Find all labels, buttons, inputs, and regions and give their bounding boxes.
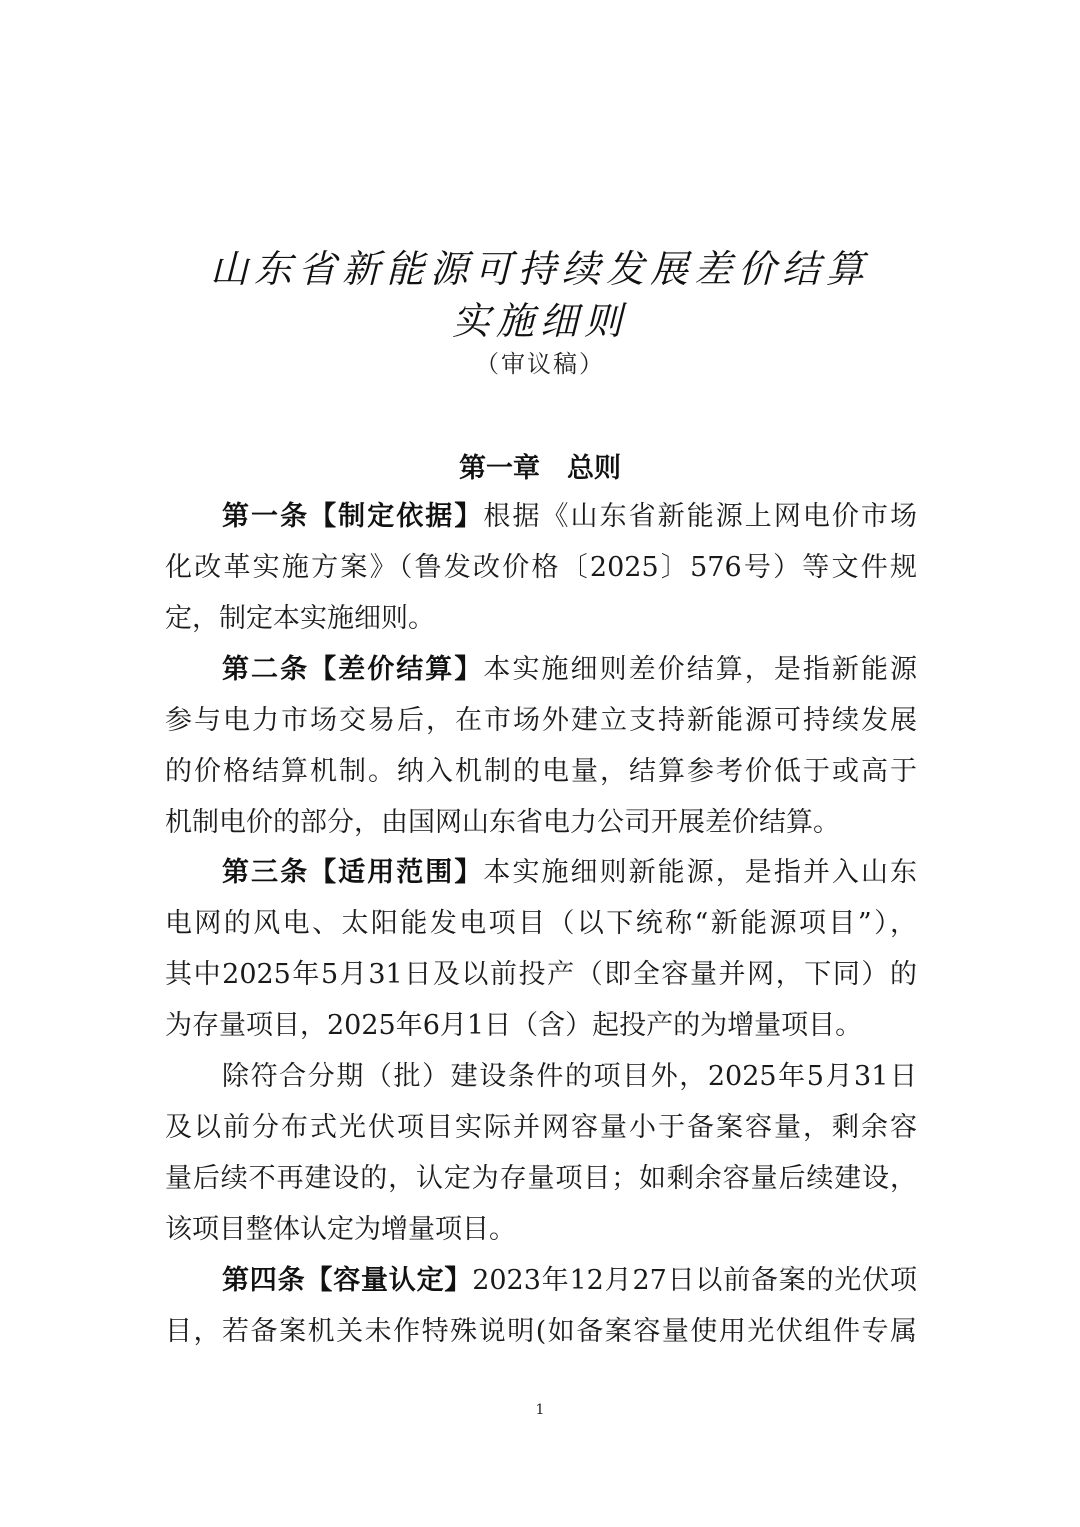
chapter-heading: 第一章 总则 xyxy=(459,453,621,484)
article-3-line-4: 为存量项目，2025年6月1日（含）起投产的为增量项目。 xyxy=(165,1010,863,1041)
article-2-line-1: 第二条【差价结算】本实施细则差价结算，是指新能源 xyxy=(222,654,917,685)
article-1-line-2: 化改革实施方案》（鲁发改价格〔2025〕576号）等文件规 xyxy=(165,552,917,583)
article-1-heading: 第一条【制定依据】 xyxy=(222,501,484,532)
article-3-heading: 第三条【适用范围】 xyxy=(222,857,484,888)
article-3-line-3: 其中2025年5月31日及以前投产（即全容量并网，下同）的 xyxy=(165,959,917,990)
paragraph-line-2: 及以前分布式光伏项目实际并网容量小于备案容量，剩余容 xyxy=(165,1112,917,1143)
article-2-heading: 第二条【差价结算】 xyxy=(222,654,484,685)
article-2-line-2: 参与电力市场交易后，在市场外建立支持新能源可持续发展 xyxy=(165,705,917,736)
document-title-line1: 山东省新能源可持续发展差价结算 xyxy=(209,247,870,291)
article-4-line-1: 第四条【容量认定】2023年12月27日以前备案的光伏项 xyxy=(222,1265,917,1296)
article-1-line-1: 第一条【制定依据】根据《山东省新能源上网电价市场 xyxy=(222,501,917,532)
paragraph-line-1: 除符合分期（批）建设条件的项目外，2025年5月31日 xyxy=(222,1061,917,1092)
article-2-line-3: 的价格结算机制。纳入机制的电量，结算参考价低于或高于 xyxy=(165,756,917,787)
paragraph-line-3: 量后续不再建设的，认定为存量项目；如剩余容量后续建设， xyxy=(165,1163,917,1194)
article-1-line-3: 定，制定本实施细则。 xyxy=(165,603,435,634)
page-number: 1 xyxy=(535,1402,545,1418)
article-3-line-2: 电网的风电、太阳能发电项目（以下统称“新能源项目”）， xyxy=(165,908,917,939)
document-subtitle: （审议稿） xyxy=(475,350,605,378)
article-4-heading: 第四条【容量认定】 xyxy=(222,1265,473,1296)
article-2-line-4: 机制电价的部分，由国网山东省电力公司开展差价结算。 xyxy=(165,807,840,838)
article-4-line-2: 目，若备案机关未作特殊说明(如备案容量使用光伏组件专属 xyxy=(165,1316,917,1347)
paragraph-line-4: 该项目整体认定为增量项目。 xyxy=(165,1214,516,1245)
document-title-line2: 实施细则 xyxy=(451,299,628,343)
article-3-line-1: 第三条【适用范围】本实施细则新能源，是指并入山东 xyxy=(222,857,917,888)
